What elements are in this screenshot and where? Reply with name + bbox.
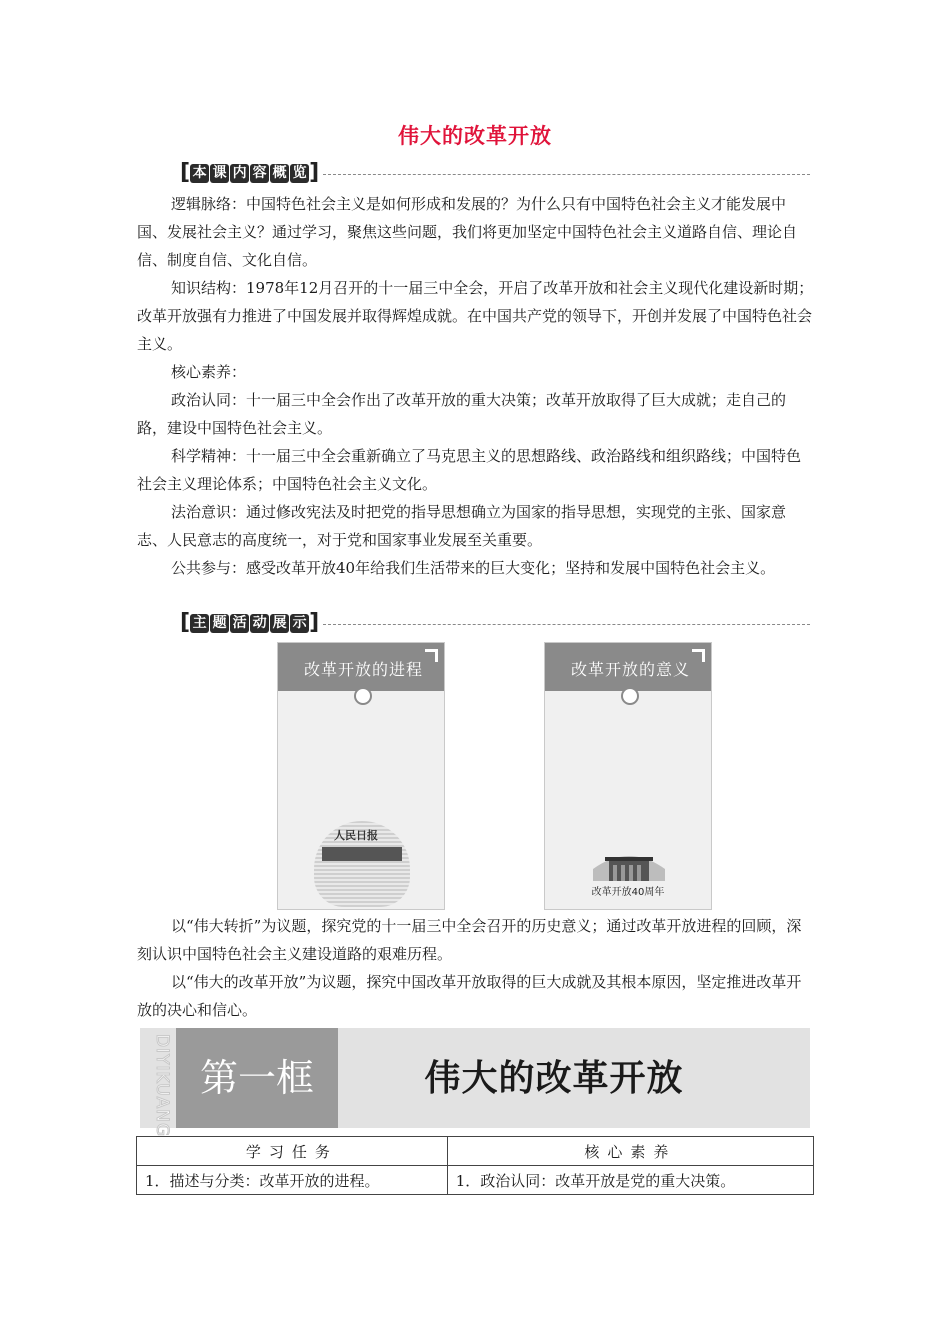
- paragraph-logic: 逻辑脉络：中国特色社会主义是如何形成和发展的？为什么只有中国特色社会主义才能发展中国、发展社会主义？通过学习，聚焦这些问题，我们将更加坚定中国特色社会主义道路自信、理论自信、制度自信、文化自信。: [137, 195, 798, 269]
- page-title: 伟大的改革开放: [398, 124, 552, 148]
- paragraph-topic-reform: 以“伟大的改革开放”为议题，探究中国改革开放取得的巨大成就及其根本原因，坚定推进改革开放的决心和信心。: [137, 973, 802, 1019]
- table-cell: 1．政治认同：改革开放是党的重大决策。: [447, 1166, 813, 1195]
- card-caption: 改革开放40周年: [591, 887, 665, 898]
- label-char: 览: [290, 164, 309, 183]
- table-header-tasks: 学习任务: [137, 1137, 448, 1166]
- section-label-activity: [190, 614, 309, 633]
- table-header-row: [137, 1137, 814, 1166]
- label-char: 展: [270, 614, 289, 633]
- dashed-divider: [323, 624, 810, 625]
- globe-icon: [354, 687, 372, 705]
- right-bracket: ]: [309, 610, 320, 635]
- card-header: [278, 643, 444, 691]
- left-bracket: [: [180, 160, 191, 185]
- banner-vertical-text: DIYIKUANG: [152, 1034, 172, 1138]
- paragraph-topic-turning: 以“伟大转折”为议题，探究党的十一届三中全会召开的历史意义；通过改革开放进程的回顾，深刻认识中国特色社会主义建设道路的艰难历程。: [137, 917, 802, 963]
- great-hall-image: [591, 843, 667, 883]
- card-title: 改革开放的进程: [304, 660, 424, 679]
- right-bracket: ]: [309, 160, 320, 185]
- banner-vertical-strip: [140, 1028, 176, 1138]
- learning-tasks-table: [136, 1136, 814, 1195]
- section-label-overview: [190, 164, 309, 183]
- newspaper-headline: [322, 847, 402, 861]
- table-header-literacy: 核心素养: [447, 1137, 813, 1166]
- corner-mark-icon: [425, 649, 438, 662]
- newspaper-image: [314, 821, 410, 907]
- dashed-divider: [323, 174, 810, 175]
- paragraph-political: 政治认同：十一届三中全会作出了改革开放的重大决策；改革开放取得了巨大成就；走自己的路，建设中国特色社会主义。: [137, 391, 787, 437]
- left-bracket: [: [180, 610, 191, 635]
- paragraph-law: 法治意识：通过修改宪法及时把党的指导思想确立为国家的指导思想，实现党的主张、国家意志、人民意志的高度统一，对于党和国家事业发展至关重要。: [137, 503, 787, 549]
- globe-icon: [621, 687, 639, 705]
- label-char: 题: [210, 614, 229, 633]
- label-char: 课: [210, 164, 229, 183]
- paragraph-structure: 知识结构：1978年12月召开的十一届三中全会，开启了改革开放和社会主义现代化建设新时期；改革开放强有力推进了中国发展并取得辉煌成就。在中国共产党的领导下，开创并发展了中国特色社会主义。: [137, 279, 814, 353]
- label-char: 动: [250, 614, 269, 633]
- label-char: 容: [250, 164, 269, 183]
- table-cell: 1．描述与分类：改革开放的进程。: [137, 1166, 448, 1195]
- label-char: 内: [230, 164, 249, 183]
- label-char: 主: [190, 614, 209, 633]
- banner-lesson-number: 第一框: [199, 1056, 314, 1100]
- label-char: 活: [230, 614, 249, 633]
- card-reform-significance: [544, 642, 712, 910]
- section-header-overview: [180, 160, 810, 186]
- label-char: 概: [270, 164, 289, 183]
- card-header: [545, 643, 711, 691]
- paragraph-core-literacy: 核心素养：: [171, 363, 247, 381]
- card-title: 改革开放的意义: [571, 660, 691, 679]
- label-char: 示: [290, 614, 309, 633]
- table-row: [137, 1166, 814, 1195]
- newspaper-masthead: 人民日报: [334, 829, 378, 842]
- paragraph-participation: 公共参与：感受改革开放40年给我们生活带来的巨大变化；坚持和发展中国特色社会主义。: [171, 559, 776, 577]
- section-header-activity: [180, 610, 810, 636]
- card-reform-process: [277, 642, 445, 910]
- label-char: 本: [190, 164, 209, 183]
- corner-mark-icon: [692, 649, 705, 662]
- banner-lesson-title: 伟大的改革开放: [424, 1057, 684, 1099]
- paragraph-science: 科学精神：十一届三中全会重新确立了马克思主义的思想路线、政治路线和组织路线；中国特色社会主义理论体系；中国特色社会主义文化。: [137, 447, 802, 493]
- lesson-banner: [140, 1028, 810, 1138]
